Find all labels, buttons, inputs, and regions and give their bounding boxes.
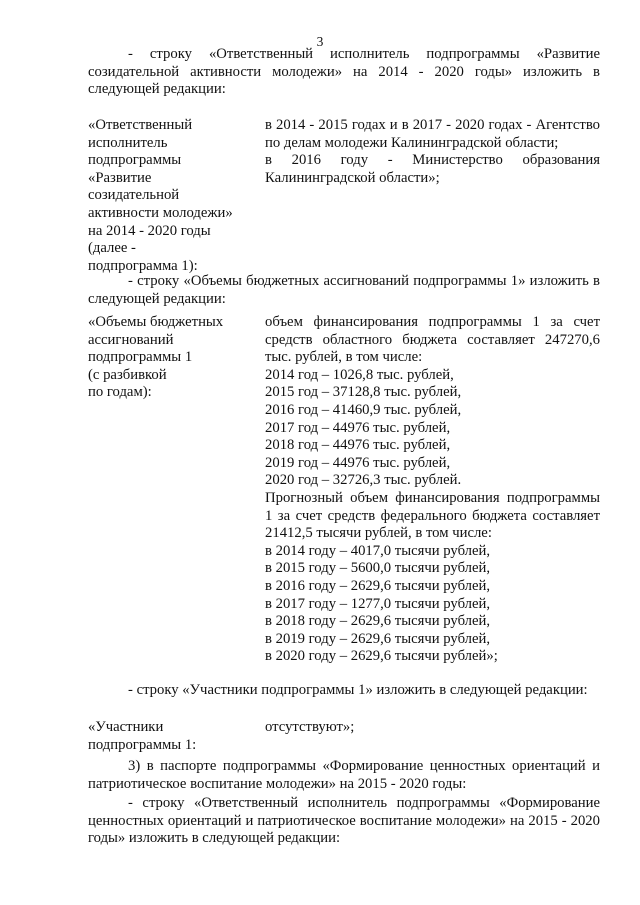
federal-budget-year-line: в 2014 году – 4017,0 тысячи рублей, (265, 542, 491, 559)
regional-budget-year-line: 2019 год – 44976 тыс. рублей, (265, 454, 451, 471)
table1-left-cell: «Ответственный исполнитель подпрограммы «Развитие созидательной активности молодежи» на 2014 - 2020 годы (далее - подпрограмма 1): (88, 117, 233, 274)
federal-budget-year-line: в 2017 году – 1277,0 тысячи рублей, (265, 595, 491, 612)
regional-budget-year-line: 2020 год – 32726,3 тыс. рублей. (265, 472, 462, 489)
federal-budget-year-line: в 2020 году – 2629,6 тысячи рублей»; (265, 648, 498, 665)
paragraph-responsible-executor-instruction: - строку «Ответственный исполнитель подпрограммы «Развитие созидательной активности молодежи» на 2014 - 2020 годы» изложить в следующей редакции: (88, 46, 600, 98)
table3-right-cell: отсутствуют»; (265, 719, 355, 735)
regional-budget-year-line: 2017 год – 44976 тыс. рублей, (265, 419, 451, 436)
paragraph-passport-subprogram-3: 3) в паспорте подпрограммы «Формирование ценностных ориентаций и патриотическое воспитание молодежи» на 2015 - 2020 годы: (88, 758, 600, 792)
table3-left-cell: «Участники подпрограммы 1: (88, 719, 197, 753)
federal-budget-year-line: в 2016 году – 2629,6 тысячи рублей, (265, 577, 491, 594)
federal-budget-year-line: в 2015 году – 5600,0 тысячи рублей, (265, 560, 491, 577)
table2-right-cell (265, 314, 600, 666)
federal-budget-year-line: в 2018 году – 2629,6 тысячи рублей, (265, 613, 491, 630)
table1-right-paragraph-1: в 2014 - 2015 годах и в 2017 - 2020 годах - Агентство по делам молодежи Калининградской области; (265, 117, 600, 151)
regional-budget-year-line: 2018 год – 44976 тыс. рублей, (265, 437, 451, 454)
regional-budget-year-list (265, 367, 600, 490)
regional-budget-year-line: 2015 год – 37128,8 тыс. рублей, (265, 384, 462, 401)
table1-right-paragraph-2: в 2016 году - Министерство образования Калининградской области»; (265, 152, 600, 186)
federal-budget-year-list (265, 543, 600, 666)
paragraph-budget-allocations-instruction: - строку «Объемы бюджетных ассигнований подпрограммы 1» изложить в следующей редакции: (88, 273, 600, 307)
regional-budget-year-line: 2014 год – 1026,8 тыс. рублей, (265, 366, 454, 383)
federal-budget-year-line: в 2019 году – 2629,6 тысячи рублей, (265, 630, 491, 647)
page-number: 3 (316, 34, 324, 49)
federal-budget-intro: Прогнозный объем финансирования подпрограммы 1 за счет средств федерального бюджета составляет 21412,5 тысячи рублей, в том числе: (265, 489, 600, 542)
table1-right-cell (265, 117, 600, 187)
table2-left-cell: «Объемы бюджетных ассигнований подпрограммы 1 (с разбивкой по годам): (88, 314, 224, 401)
regional-budget-year-line: 2016 год – 41460,9 тыс. рублей, (265, 401, 462, 418)
paragraph-participants-instruction: - строку «Участники подпрограммы 1» изложить в следующей редакции: (128, 682, 588, 698)
regional-budget-intro: объем финансирования подпрограммы 1 за счет средств областного бюджета составляет 247270,6 тыс. рублей, в том числе: (265, 314, 600, 366)
paragraph-responsible-executor-instruction-2: - строку «Ответственный исполнитель подпрограммы «Формирование ценностных ориентаций и патриотическое воспитание молодежи» на 2015 - 2020 годы» изложить в следующей редакции: (88, 795, 600, 847)
